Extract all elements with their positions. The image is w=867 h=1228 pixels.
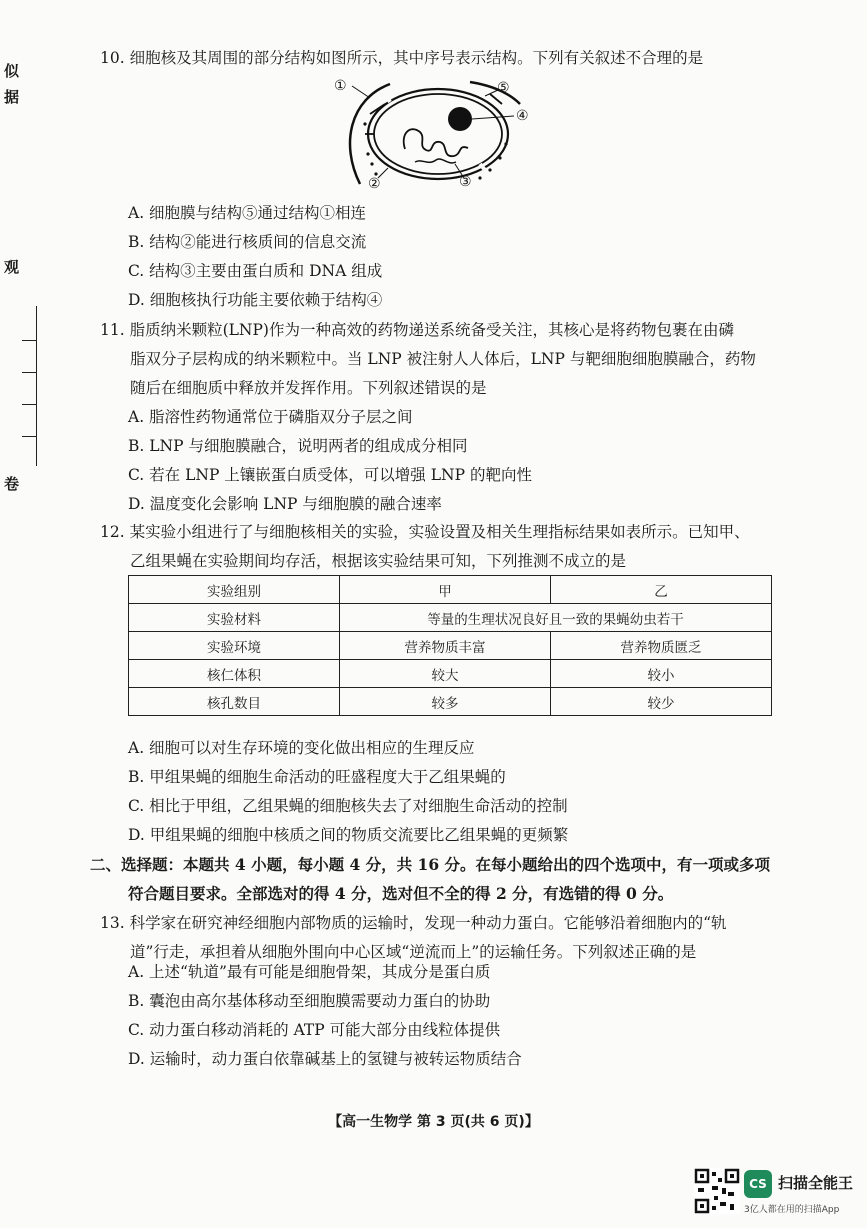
q12-option-c: C. 相比于甲组，乙组果蝇的细胞核失去了对细胞生命活动的控制 bbox=[128, 797, 568, 815]
table-cell: 较少 bbox=[551, 688, 772, 716]
q13-option-d: D. 运输时，动力蛋白依靠碱基上的氢键与被转运物质结合 bbox=[128, 1050, 522, 1068]
diagram-label-1: ① bbox=[334, 78, 347, 94]
margin-fragment: 似 bbox=[4, 62, 20, 80]
diagram-label-3: ③ bbox=[459, 174, 472, 190]
table-cell: 实验环境 bbox=[129, 632, 340, 660]
brand-tagline: 3亿人都在用的扫描App bbox=[744, 1205, 840, 1215]
margin-fragment: 观 bbox=[4, 258, 20, 276]
binding-tick bbox=[22, 340, 36, 341]
q13-option-c: C. 动力蛋白移动消耗的 ATP 可能大部分由线粒体提供 bbox=[128, 1021, 501, 1039]
section-2-heading bbox=[90, 850, 790, 908]
table-cell: 实验材料 bbox=[129, 604, 340, 632]
q10-option-b: B. 结构②能进行核质间的信息交流 bbox=[128, 233, 367, 251]
table-row bbox=[129, 604, 772, 632]
table-cell: 营养物质丰富 bbox=[340, 632, 551, 660]
stem-line: 11. 脂质纳米颗粒(LNP)作为一种高效的药物递送系统备受关注，其核心是将药物包裹在由磷 bbox=[100, 321, 734, 339]
table-cell: 较小 bbox=[551, 660, 772, 688]
stem-line: 道”行走，承担着从细胞外围向中心区域“逆流而上”的运输任务。下列叙述正确的是 bbox=[130, 943, 697, 961]
section-line: 符合题目要求。全部选对的得 4 分，选对但不全的得 2 分，有选错的得 0 分。 bbox=[128, 884, 674, 903]
margin-fragment: 据 bbox=[4, 88, 20, 106]
q11-option-c: C. 若在 LNP 上镶嵌蛋白质受体，可以增强 LNP 的靶向性 bbox=[128, 466, 532, 484]
table-cell: 较多 bbox=[340, 688, 551, 716]
binding-tick bbox=[22, 436, 36, 437]
q11-option-d: D. 温度变化会影响 LNP 与细胞膜的融合速率 bbox=[128, 495, 442, 513]
section-line: 二、选择题：本题共 4 小题，每小题 4 分，共 16 分。在每小题给出的四个选项中，有一项或多项 bbox=[90, 855, 771, 874]
q13-option-a: A. 上述“轨道”最有可能是细胞骨架，其成分是蛋白质 bbox=[128, 963, 491, 981]
camscanner-logo-icon: CS bbox=[744, 1170, 772, 1198]
binding-margin-line bbox=[22, 306, 37, 466]
q12-option-a: A. 细胞可以对生存环境的变化做出相应的生理反应 bbox=[128, 739, 475, 757]
table-row bbox=[129, 576, 772, 604]
q10-option-a: A. 细胞膜与结构⑤通过结构①相连 bbox=[128, 204, 367, 222]
stem-line: 随后在细胞质中释放并发挥作用。下列叙述错误的是 bbox=[130, 379, 487, 397]
experiment-table bbox=[128, 575, 772, 716]
stem-line: 乙组果蝇在实验期间均存活，根据该实验结果可知，下列推测不成立的是 bbox=[130, 552, 627, 570]
diagram-label-2: ② bbox=[368, 176, 381, 192]
margin-fragment: 卷 bbox=[4, 475, 20, 493]
page-footer: 【高一生物学 第 3 页(共 6 页)】 bbox=[328, 1114, 539, 1130]
table-cell: 较大 bbox=[340, 660, 551, 688]
q12-option-b: B. 甲组果蝇的细胞生命活动的旺盛程度大于乙组果蝇的 bbox=[128, 768, 506, 786]
stem-line: 13. 科学家在研究神经细胞内部物质的运输时，发现一种动力蛋白。它能够沿着细胞内的“轨 bbox=[100, 914, 727, 932]
binding-tick bbox=[22, 404, 36, 405]
question-10-stem: 10. 细胞核及其周围的部分结构如图所示，其中序号表示结构。下列有关叙述不合理的是 bbox=[100, 49, 704, 67]
table-cell: 实验组别 bbox=[129, 576, 340, 604]
stem-line: 12. 某实验小组进行了与细胞核相关的实验，实验设置及相关生理指标结果如表所示。已知甲、 bbox=[100, 523, 750, 541]
q12-option-d: D. 甲组果蝇的细胞中核质之间的物质交流要比乙组果蝇的更频繁 bbox=[128, 826, 569, 844]
question-11-stem bbox=[100, 316, 780, 403]
q11-option-b: B. LNP 与细胞膜融合，说明两者的组成成分相同 bbox=[128, 437, 468, 455]
table-cell: 核孔数目 bbox=[129, 688, 340, 716]
q10-option-c: C. 结构③主要由蛋白质和 DNA 组成 bbox=[128, 262, 383, 280]
table-cell: 甲 bbox=[340, 576, 551, 604]
table-cell: 乙 bbox=[551, 576, 772, 604]
question-12-stem bbox=[100, 518, 780, 576]
stem-line: 脂双分子层构成的纳米颗粒中。当 LNP 被注射人人体后，LNP 与靶细胞细胞膜融合，药物 bbox=[130, 350, 756, 368]
q10-option-d: D. 细胞核执行功能主要依赖于结构④ bbox=[128, 291, 383, 309]
qr-code-icon bbox=[694, 1168, 740, 1214]
diagram-label-4: ④ bbox=[516, 108, 529, 124]
table-row bbox=[129, 632, 772, 660]
brand-name: 扫描全能王 bbox=[778, 1174, 854, 1192]
binding-tick bbox=[22, 372, 36, 373]
diagram-label-5: ⑤ bbox=[497, 80, 510, 96]
table-row bbox=[129, 688, 772, 716]
q11-option-a: A. 脂溶性药物通常位于磷脂双分子层之间 bbox=[128, 408, 413, 426]
q13-option-b: B. 囊泡由高尔基体移动至细胞膜需要动力蛋白的协助 bbox=[128, 992, 491, 1010]
table-row bbox=[129, 660, 772, 688]
table-cell: 等量的生理状况良好且一致的果蝇幼虫若干 bbox=[340, 604, 772, 632]
table-cell: 营养物质匮乏 bbox=[551, 632, 772, 660]
table-cell: 核仁体积 bbox=[129, 660, 340, 688]
